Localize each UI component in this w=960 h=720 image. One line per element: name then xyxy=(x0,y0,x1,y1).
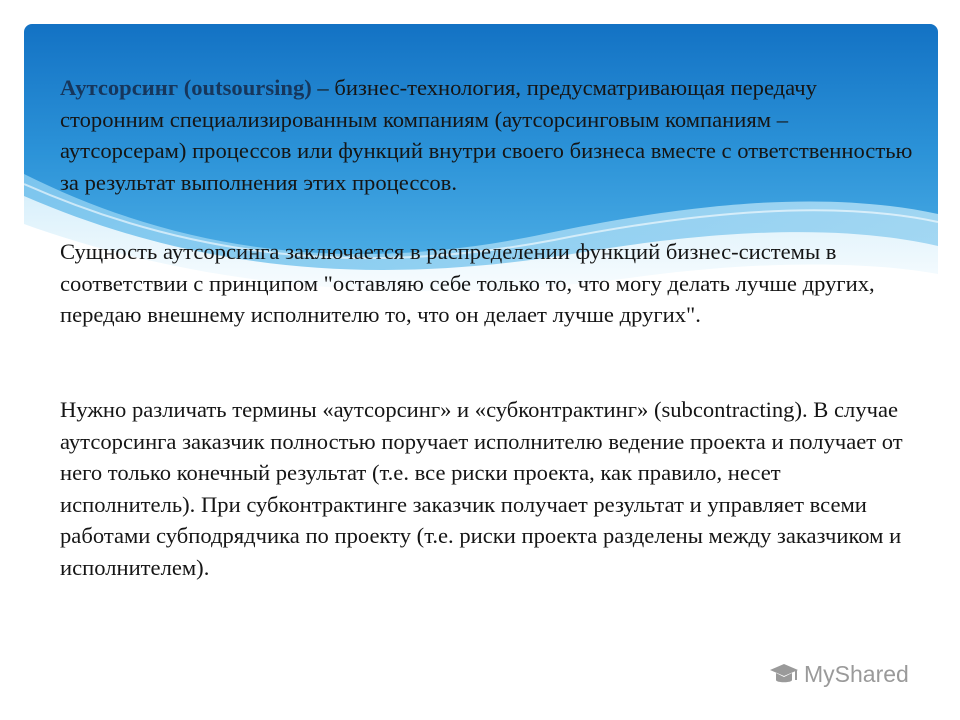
definition-text: – бизнес-технология, предусматривающая передачу сторонним специализированным компаниям (аутсорсинговым компаниям – аутсорсерам) процессов или функций внутри своего бизнеса вместе с ответственностью за результат выполнения этих процессов. xyxy=(60,75,913,195)
comparison-paragraph: Нужно различать термины «аутсорсинг» и «субконтрактинг» (subcontracting). В случае аутсорсинга заказчик полностью поручает исполнителю ведение проекта и получает от него только конечный результат (т.е. все риски проекта, как правило, несет исполнитель). При субконтрактинге заказчик получает результат и управляет всеми работами субподрядчика по проекту (т.е. риски проекта разделены между заказчиком и исполнителем). xyxy=(60,397,903,580)
myshared-watermark xyxy=(768,656,928,692)
definition-paragraph xyxy=(60,72,920,236)
slide-text xyxy=(60,72,920,583)
watermark-text: MyShared xyxy=(804,660,909,687)
outsourcing-term: Аутсорсинг (outsoursing) xyxy=(60,75,312,100)
essence-paragraph: Сущность аутсорсинга заключается в распределении функций бизнес-системы в соответствии с принципом "оставляю себе только то, что могу делать лучше других, передаю внешнему исполнителю то, что он делает лучше других". xyxy=(60,239,875,327)
mortarboard-icon xyxy=(768,658,800,690)
